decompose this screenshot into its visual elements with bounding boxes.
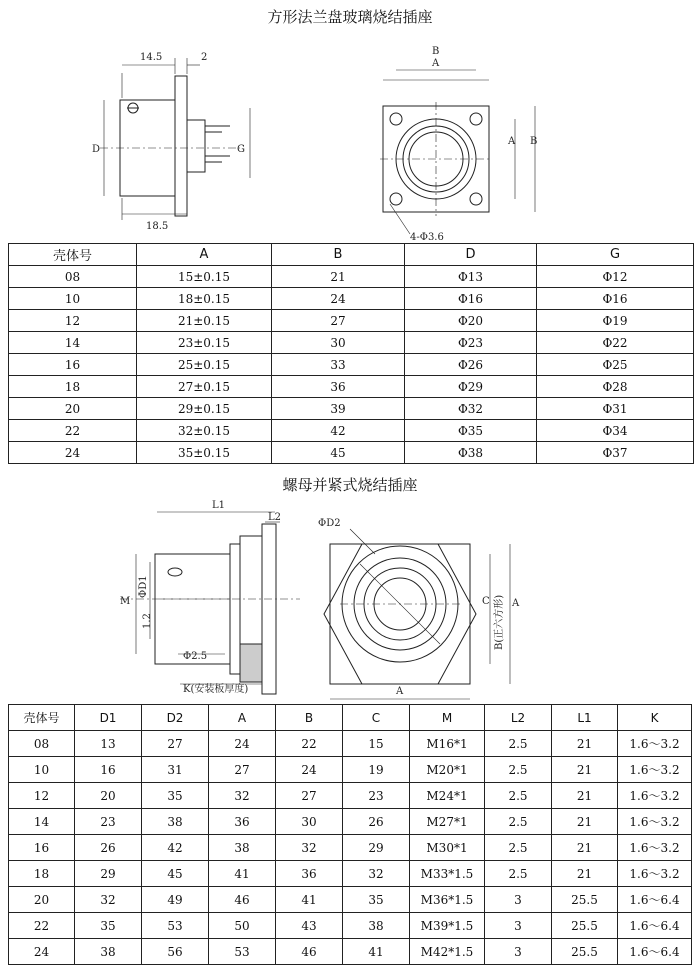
table-cell: 36 bbox=[276, 861, 343, 887]
table-cell: 21 bbox=[552, 835, 618, 861]
table-cell: 27 bbox=[276, 783, 343, 809]
table-cell: 16 bbox=[9, 835, 75, 861]
table-cell: Φ13 bbox=[405, 266, 537, 288]
table-row bbox=[9, 913, 692, 939]
table-cell: Φ38 bbox=[405, 442, 537, 464]
table-cell: 32 bbox=[75, 887, 142, 913]
table-row bbox=[9, 861, 692, 887]
table-cell: Φ19 bbox=[537, 310, 694, 332]
label-A-top: A bbox=[432, 58, 440, 69]
table-cell: 14 bbox=[9, 809, 75, 835]
table-cell: 39 bbox=[272, 398, 405, 420]
table-cell: 1.6～6.4 bbox=[618, 913, 692, 939]
col-header: K bbox=[618, 705, 692, 731]
table-cell: 27 bbox=[209, 757, 276, 783]
table-cell: 41 bbox=[276, 887, 343, 913]
table-cell: 31 bbox=[142, 757, 209, 783]
label-holes: 4-Φ3.6 bbox=[410, 232, 444, 243]
table-cell: 30 bbox=[272, 332, 405, 354]
table-row bbox=[9, 420, 694, 442]
table-cell: 2.5 bbox=[485, 809, 552, 835]
table-cell: 14 bbox=[9, 332, 137, 354]
table-cell: Φ28 bbox=[537, 376, 694, 398]
table-cell: 35 bbox=[75, 913, 142, 939]
table-cell: 3 bbox=[485, 939, 552, 965]
table-cell: 12 bbox=[9, 310, 137, 332]
table-cell: M42*1.5 bbox=[410, 939, 485, 965]
col-header: A bbox=[209, 705, 276, 731]
table-cell: Φ32 bbox=[405, 398, 537, 420]
table-cell: 38 bbox=[209, 835, 276, 861]
table-row bbox=[9, 731, 692, 757]
table-cell: M24*1 bbox=[410, 783, 485, 809]
table-cell: Φ16 bbox=[405, 288, 537, 310]
table-cell: Φ20 bbox=[405, 310, 537, 332]
table-cell: 18 bbox=[9, 376, 137, 398]
label-G: G bbox=[237, 144, 245, 155]
table-cell: 27 bbox=[272, 310, 405, 332]
table-cell: M33*1.5 bbox=[410, 861, 485, 887]
col-header: D2 bbox=[142, 705, 209, 731]
table-cell: 38 bbox=[75, 939, 142, 965]
table-cell: 43 bbox=[276, 913, 343, 939]
table-cell: 2.5 bbox=[485, 835, 552, 861]
table-cell: 23 bbox=[75, 809, 142, 835]
table-cell: 20 bbox=[9, 887, 75, 913]
title-nut-type: 螺母并紧式烧结插座 bbox=[282, 476, 418, 494]
table-row bbox=[9, 809, 692, 835]
table-cell: 23 bbox=[343, 783, 410, 809]
table-cell: 24 bbox=[209, 731, 276, 757]
table-cell: 27 bbox=[142, 731, 209, 757]
table-cell: 13 bbox=[75, 731, 142, 757]
dim-18-5: 18.5 bbox=[146, 221, 169, 232]
label-A: A bbox=[396, 686, 404, 697]
table-cell: 24 bbox=[9, 442, 137, 464]
table-cell: Φ37 bbox=[537, 442, 694, 464]
table-cell: 2.5 bbox=[485, 731, 552, 757]
table-cell: Φ29 bbox=[405, 376, 537, 398]
table-cell: 25.5 bbox=[552, 887, 618, 913]
table-cell: 35 bbox=[142, 783, 209, 809]
drawing-square-flange bbox=[0, 28, 700, 243]
col-header: D1 bbox=[75, 705, 142, 731]
table-cell: Φ22 bbox=[537, 332, 694, 354]
col-header: L1 bbox=[552, 705, 618, 731]
dim-2: 2 bbox=[201, 52, 208, 63]
table-cell: 21±0.15 bbox=[137, 310, 272, 332]
label-D2: ΦD2 bbox=[318, 518, 341, 529]
table-cell: 1.6～3.2 bbox=[618, 809, 692, 835]
table-row bbox=[9, 288, 694, 310]
table-cell: 22 bbox=[276, 731, 343, 757]
label-C: C bbox=[482, 596, 490, 607]
table-cell: 2.5 bbox=[485, 783, 552, 809]
table-cell: 38 bbox=[343, 913, 410, 939]
table-cell: 35 bbox=[343, 887, 410, 913]
table-cell: 45 bbox=[272, 442, 405, 464]
table-cell: 12 bbox=[9, 783, 75, 809]
table-cell: 41 bbox=[209, 861, 276, 887]
table-cell: 24 bbox=[276, 757, 343, 783]
label-M: M bbox=[120, 596, 131, 607]
label-K: K(安装板厚度) bbox=[183, 684, 249, 695]
table-cell: 25.5 bbox=[552, 939, 618, 965]
title-square-flange: 方形法兰盘玻璃烧结插座 bbox=[267, 8, 433, 26]
table-cell: 1.6～6.4 bbox=[618, 887, 692, 913]
table-cell: 22 bbox=[9, 913, 75, 939]
table-row bbox=[9, 442, 694, 464]
table-row bbox=[9, 310, 694, 332]
table-cell: 20 bbox=[9, 398, 137, 420]
table-cell: 26 bbox=[343, 809, 410, 835]
col-header: B bbox=[272, 244, 405, 266]
table-cell: 32 bbox=[209, 783, 276, 809]
col-header: 壳体号 bbox=[9, 705, 75, 731]
label-B-hex: B(正六方形) bbox=[494, 594, 505, 650]
label-D1: ΦD1 bbox=[138, 575, 149, 598]
table-cell: 1.6～3.2 bbox=[618, 731, 692, 757]
table-cell: 2.5 bbox=[485, 861, 552, 887]
table-row bbox=[9, 332, 694, 354]
table-cell: 50 bbox=[209, 913, 276, 939]
table-cell: 53 bbox=[209, 939, 276, 965]
table-cell: 25.5 bbox=[552, 913, 618, 939]
table-cell: 16 bbox=[75, 757, 142, 783]
table-cell: 41 bbox=[343, 939, 410, 965]
table-cell: 36 bbox=[209, 809, 276, 835]
table-cell: 29±0.15 bbox=[137, 398, 272, 420]
table-row bbox=[9, 354, 694, 376]
table-cell: Φ25 bbox=[537, 354, 694, 376]
label-A-right: A bbox=[508, 136, 516, 147]
table-cell: 1.6～3.2 bbox=[618, 783, 692, 809]
table-cell: M36*1.5 bbox=[410, 887, 485, 913]
label-B-right: B bbox=[530, 136, 538, 147]
table-cell: 22 bbox=[9, 420, 137, 442]
dim-14-5: 14.5 bbox=[140, 52, 163, 63]
table-row bbox=[9, 783, 692, 809]
col-header: M bbox=[410, 705, 485, 731]
table-cell: 33 bbox=[272, 354, 405, 376]
label-L1: L1 bbox=[212, 500, 226, 511]
table-cell: M30*1 bbox=[410, 835, 485, 861]
table-cell: 10 bbox=[9, 757, 75, 783]
table-cell: 10 bbox=[9, 288, 137, 310]
table-row bbox=[9, 266, 694, 288]
table-cell: 18±0.15 bbox=[137, 288, 272, 310]
drawing-nut-type bbox=[0, 494, 700, 702]
table-cell: 53 bbox=[142, 913, 209, 939]
table-cell: 45 bbox=[142, 861, 209, 887]
table-cell: 15±0.15 bbox=[137, 266, 272, 288]
table-cell: M20*1 bbox=[410, 757, 485, 783]
table-cell: 24 bbox=[272, 288, 405, 310]
table-row bbox=[9, 376, 694, 398]
label-B-top: B bbox=[432, 46, 440, 57]
table-cell: 21 bbox=[552, 783, 618, 809]
col-header: B bbox=[276, 705, 343, 731]
table-cell: M39*1.5 bbox=[410, 913, 485, 939]
col-header: C bbox=[343, 705, 410, 731]
label-A-right: A bbox=[512, 598, 520, 609]
table-cell: 42 bbox=[272, 420, 405, 442]
table-cell: 16 bbox=[9, 354, 137, 376]
table-cell: 08 bbox=[9, 731, 75, 757]
table-cell: 1.6～6.4 bbox=[618, 939, 692, 965]
table-cell: Φ16 bbox=[537, 288, 694, 310]
table-nut-type bbox=[8, 704, 692, 965]
table-cell: 15 bbox=[343, 731, 410, 757]
table-cell: 21 bbox=[552, 861, 618, 887]
table-row bbox=[9, 887, 692, 913]
label-D: D bbox=[92, 144, 101, 155]
table-cell: 36 bbox=[272, 376, 405, 398]
table-cell: Φ31 bbox=[537, 398, 694, 420]
table-cell: 1.6～3.2 bbox=[618, 861, 692, 887]
table-cell: 32±0.15 bbox=[137, 420, 272, 442]
table-cell: 42 bbox=[142, 835, 209, 861]
table-cell: 21 bbox=[552, 757, 618, 783]
col-header: D bbox=[405, 244, 537, 266]
table-cell: 3 bbox=[485, 887, 552, 913]
table-cell: 08 bbox=[9, 266, 137, 288]
table-row bbox=[9, 939, 692, 965]
table-cell: 26 bbox=[75, 835, 142, 861]
table-cell: 29 bbox=[75, 861, 142, 887]
table-cell: Φ12 bbox=[537, 266, 694, 288]
table-cell: 18 bbox=[9, 861, 75, 887]
table-cell: 19 bbox=[343, 757, 410, 783]
col-header: L2 bbox=[485, 705, 552, 731]
col-header: 壳体号 bbox=[9, 244, 137, 266]
table-cell: 24 bbox=[9, 939, 75, 965]
col-header: A bbox=[137, 244, 272, 266]
label-L2: L2 bbox=[268, 512, 282, 523]
table-square-flange bbox=[8, 243, 694, 464]
table-row bbox=[9, 398, 694, 420]
table-cell: 46 bbox=[276, 939, 343, 965]
table-cell: Φ35 bbox=[405, 420, 537, 442]
table-row bbox=[9, 757, 692, 783]
table-cell: 1.6～3.2 bbox=[618, 835, 692, 861]
table-cell: 32 bbox=[343, 861, 410, 887]
table-cell: M16*1 bbox=[410, 731, 485, 757]
col-header: G bbox=[537, 244, 694, 266]
table-cell: 21 bbox=[272, 266, 405, 288]
table-cell: Φ34 bbox=[537, 420, 694, 442]
table-cell: Φ23 bbox=[405, 332, 537, 354]
table-cell: Φ26 bbox=[405, 354, 537, 376]
table-cell: 35±0.15 bbox=[137, 442, 272, 464]
table-cell: 56 bbox=[142, 939, 209, 965]
table-cell: 20 bbox=[75, 783, 142, 809]
table-cell: 23±0.15 bbox=[137, 332, 272, 354]
table-cell: 3 bbox=[485, 913, 552, 939]
table-cell: 30 bbox=[276, 809, 343, 835]
table-cell: 25±0.15 bbox=[137, 354, 272, 376]
label-pin-dia: Φ2.5 bbox=[183, 651, 208, 662]
table-cell: 1.6～3.2 bbox=[618, 757, 692, 783]
table-cell: M27*1 bbox=[410, 809, 485, 835]
table-cell: 21 bbox=[552, 809, 618, 835]
table-cell: 27±0.15 bbox=[137, 376, 272, 398]
table-cell: 32 bbox=[276, 835, 343, 861]
table-cell: 46 bbox=[209, 887, 276, 913]
table-cell: 38 bbox=[142, 809, 209, 835]
table-cell: 21 bbox=[552, 731, 618, 757]
table-cell: 29 bbox=[343, 835, 410, 861]
table-cell: 49 bbox=[142, 887, 209, 913]
table-cell: 2.5 bbox=[485, 757, 552, 783]
table-row bbox=[9, 835, 692, 861]
label-1-2: 1.2 bbox=[142, 613, 153, 629]
